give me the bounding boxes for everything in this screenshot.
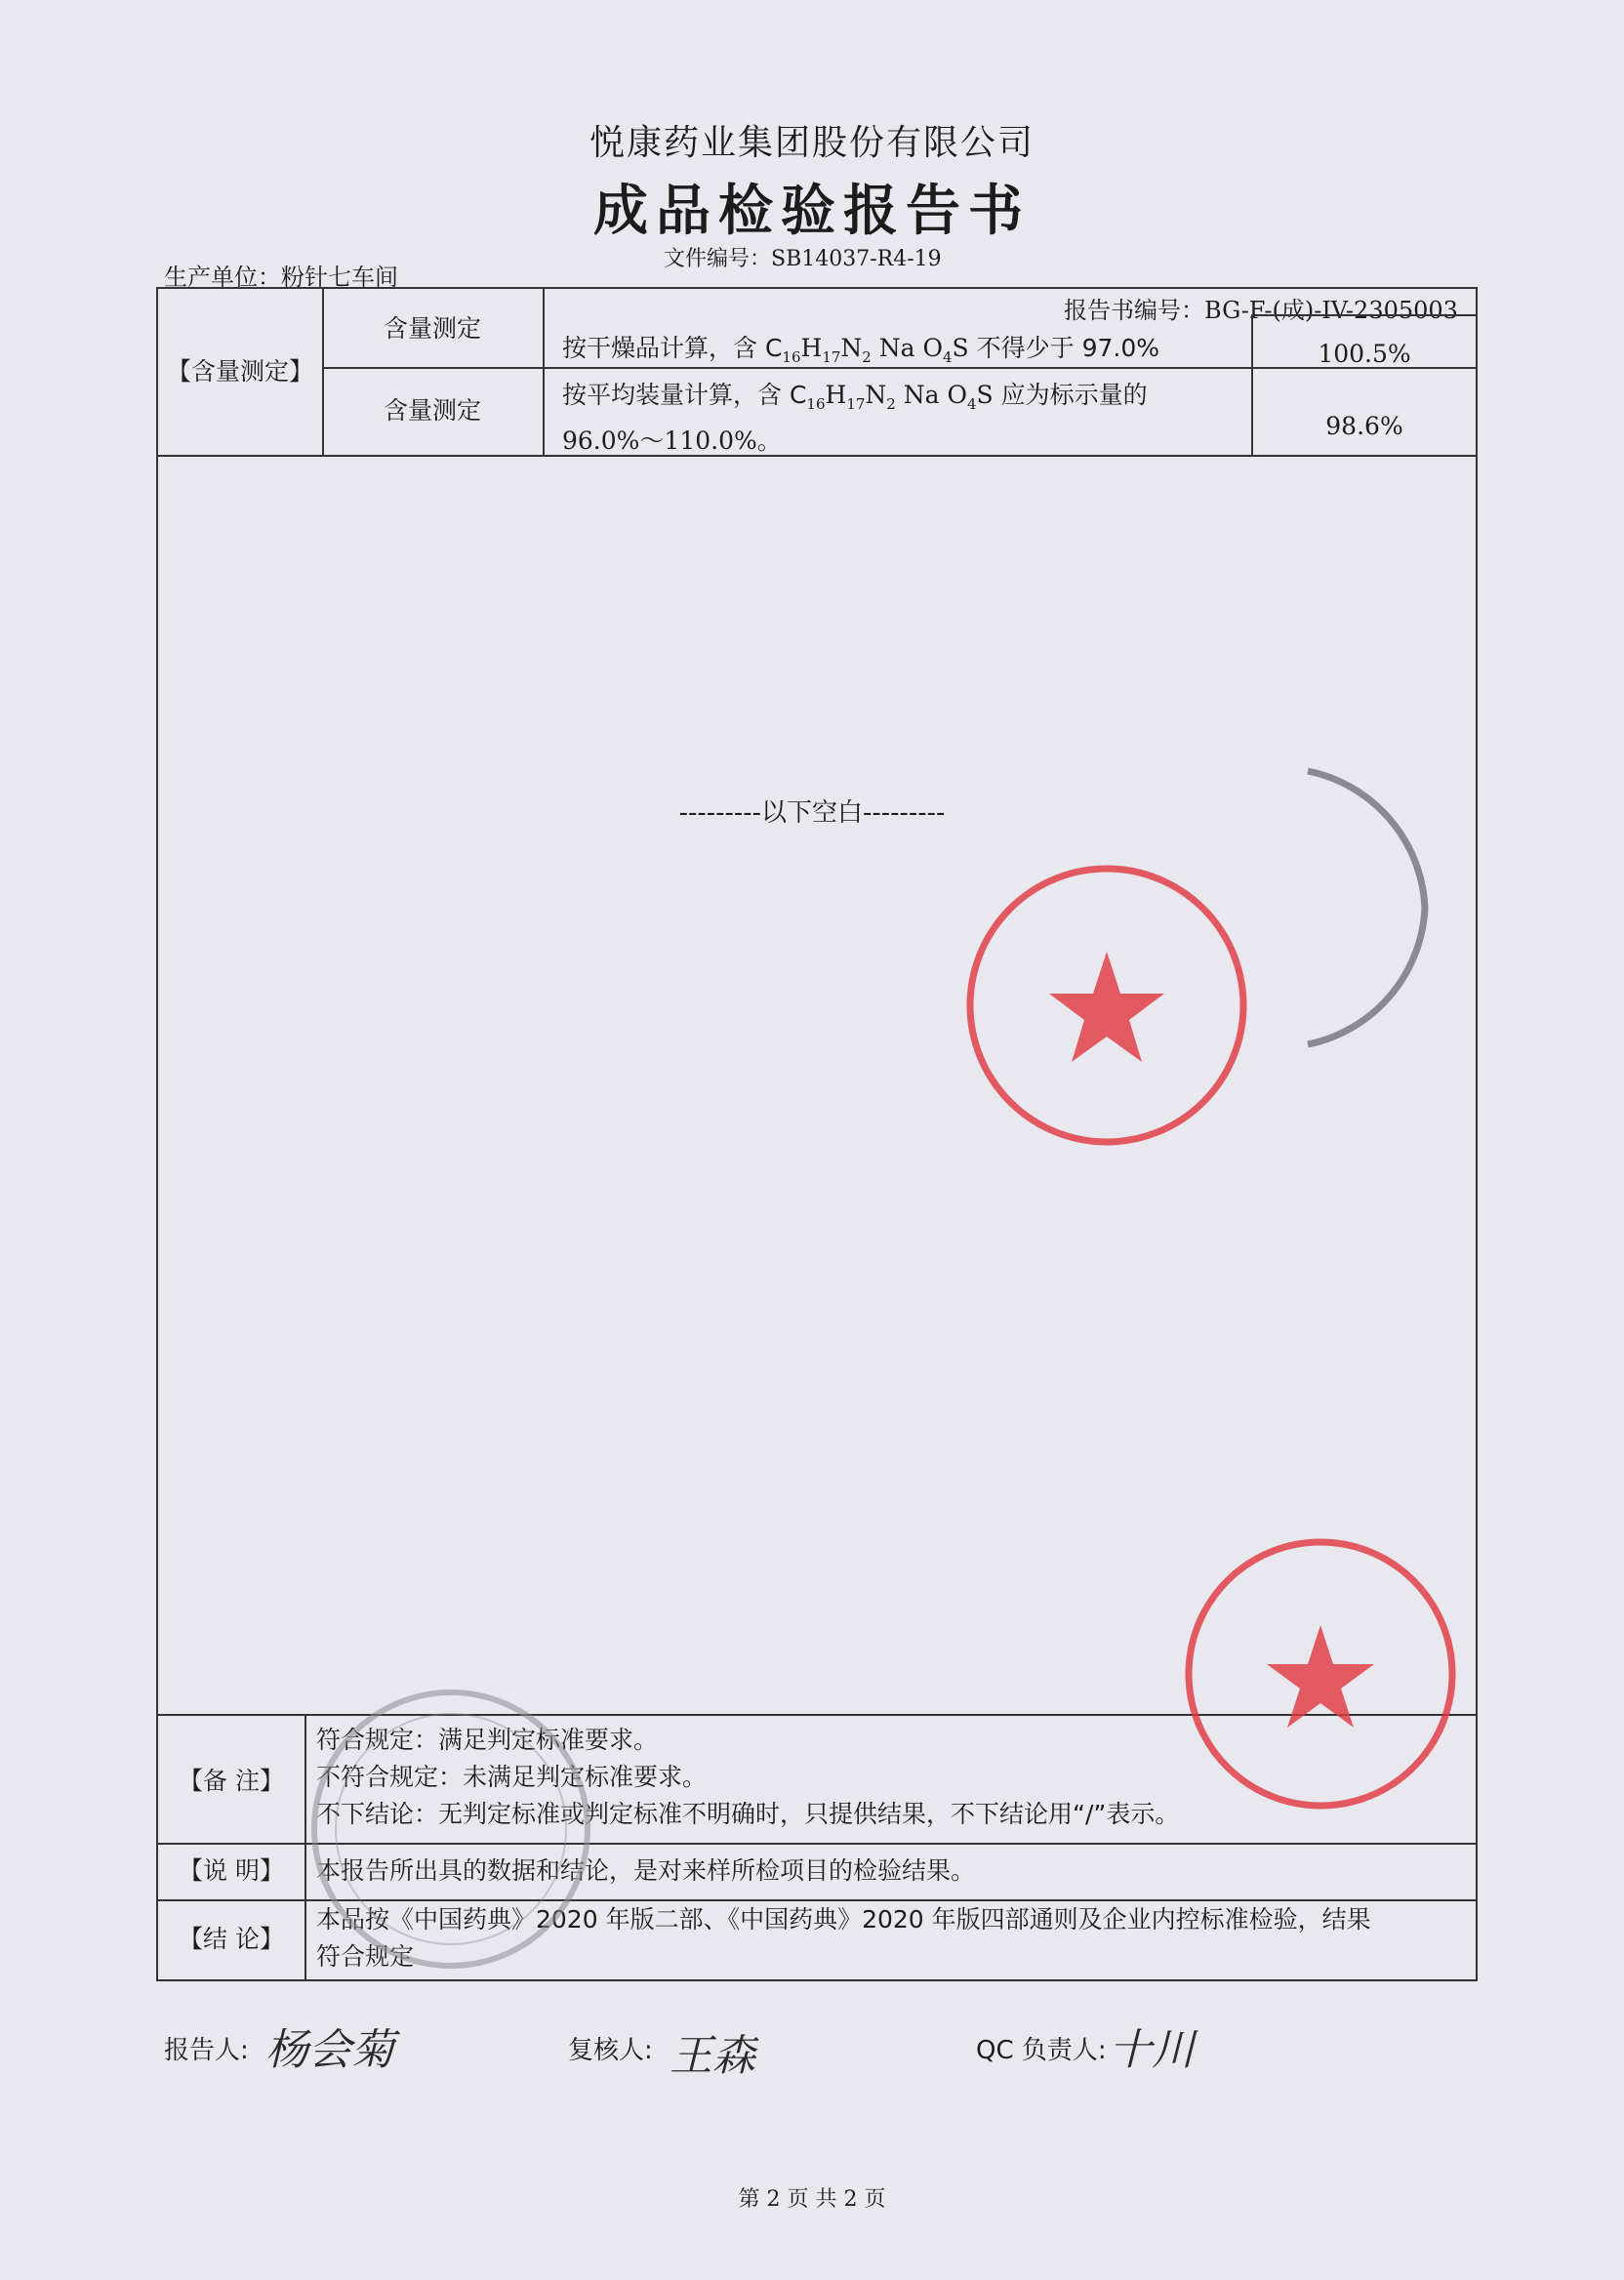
red-seal-quality-dept [960,859,1253,1152]
blank-below-marker: ---------以下空白--------- [678,798,946,828]
file-number: 文件编号：SB14037-R4-19 [664,247,942,271]
assay-result-2: 98.6% [1325,412,1403,440]
notes-text: 本报告所出具的数据和结论，是对来样所检项目的检验结果。 [316,1856,976,1885]
assay-item-2: 含量测定 [383,396,481,425]
gray-seal-partial [1279,752,1444,1064]
document-title: 成品检验报告书 [593,180,1031,243]
reporter-label: 报告人: [164,2036,249,2065]
assay-section-label: 【含量测定】 [166,357,313,386]
remarks-text: 符合规定：满足判定标准要求。 不符合规定：未满足判定标准要求。 不下结论：无判定标准或判定标准不明确时，只提供结果，不下结论用“/”表示。 [316,1726,1180,1828]
conclusion-text: 本品按《中国药典》2020 年版二部、《中国药典》2020 年版四部通则及企业内控标准检验，结果 符合规定 [316,1905,1371,1971]
notes-label: 【说 明】 [179,1856,284,1885]
reviewer-signature: 王森 [670,2031,755,2081]
assay-item-1: 含量测定 [383,314,481,343]
page-number: 第 2 页 共 2 页 [738,2187,886,2212]
production-unit: 生产单位：粉针七车间 [164,264,398,291]
assay-result-1: 100.5% [1318,340,1411,368]
report-number: 报告书编号：BG-F-(成)-IV-2305003 [1064,297,1458,324]
qc-label: QC 负责人: [976,2036,1107,2065]
reporter-signature: 杨会菊 [265,2025,394,2075]
gray-seal-company [304,1683,597,1975]
conclusion-label: 【结 论】 [179,1925,284,1953]
qc-signature: 十川 [1109,2025,1195,2075]
reviewer-label: 复核人: [568,2036,653,2065]
red-seal-qc-special [1179,1532,1462,1815]
assay-standard-1: 按干燥品计算，含 $C_{16}H_{17}N_2$ Na $O_4S$ 不得少于 97.0% [562,334,1160,366]
assay-standard-2: 按平均装量计算，含 $C_{16}H_{17}N_2$ Na $O_4S$ 应为标示量的 96.0%～110.0%。 [562,381,1148,455]
company-name: 悦康药业集团股份有限公司 [589,123,1035,163]
remarks-label: 【备 注】 [179,1767,284,1795]
